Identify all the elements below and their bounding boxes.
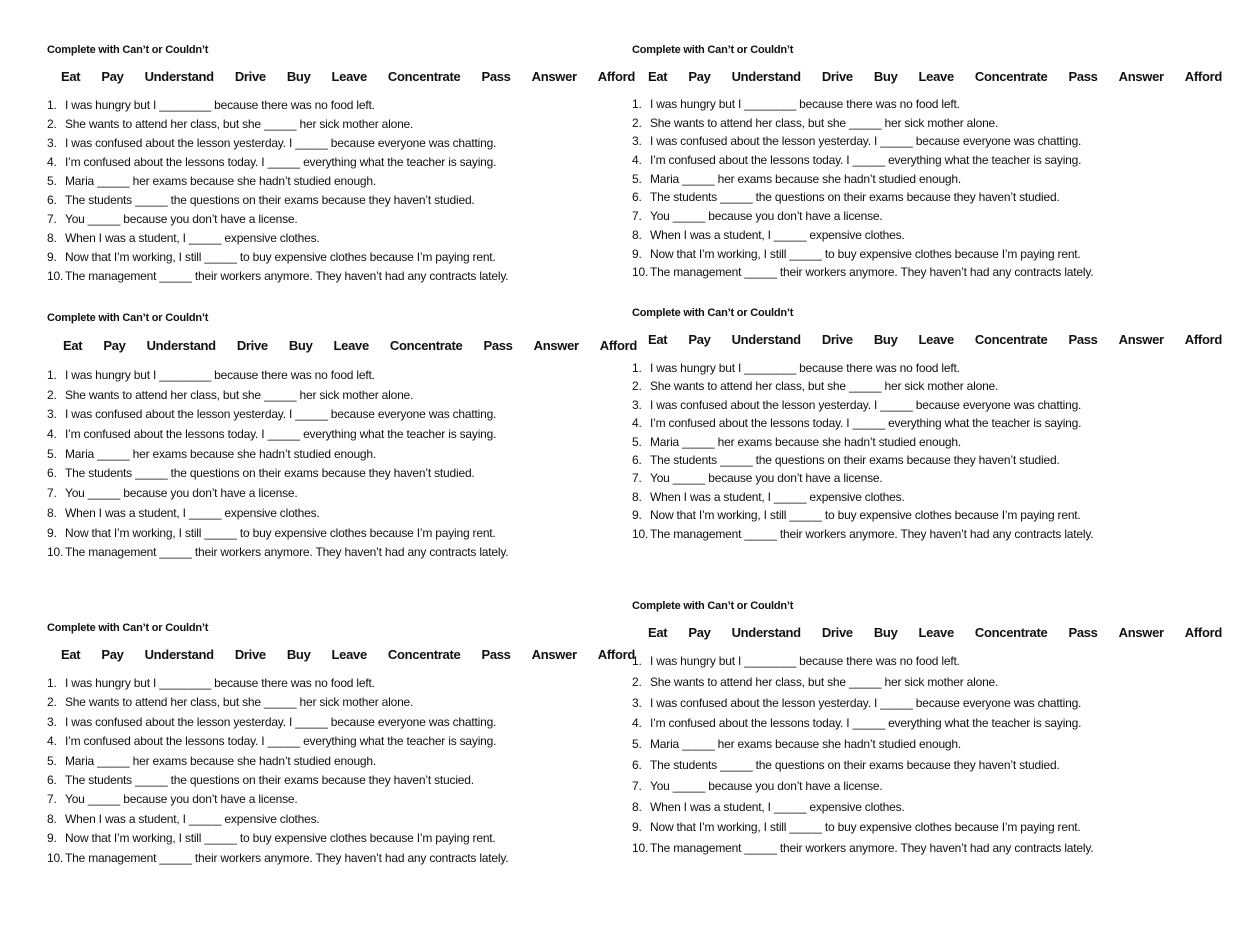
word-bank-word: Understand [146,338,216,353]
word-bank-word: Pass [1068,332,1098,347]
exercise-sentence: I was hungry but I ________ because there was no food left. [650,361,960,375]
word-bank-word: Pass [1068,625,1098,640]
exercise-number: 4. [47,427,57,442]
exercise-item [47,229,656,248]
worksheet-title: Complete with Can’t or Couldn’t [632,307,794,319]
worksheet-top-left [47,44,656,286]
exercise-number: 3. [632,397,642,412]
exercise-number: 6. [632,757,642,772]
word-bank-word: Buy [286,647,311,662]
word-bank-word: Answer [1118,625,1164,640]
exercise-number: 8. [632,489,642,504]
word-bank-word: Understand [144,69,214,84]
exercise-number: 8. [47,811,57,826]
exercise-number: 7. [632,778,642,793]
exercise-sentence: I was confused about the lesson yesterday. I _____ because everyone was chatting. [65,136,497,150]
exercise-item [47,405,658,425]
exercise-item [632,377,1243,395]
exercise-sentence: The management _____ their workers anymore. They haven’t had any contracts lately. [65,269,509,283]
exercise-sentence: Now that I’m working, I still _____ to buy expensive clothes because I’m paying rent. [65,250,496,264]
exercise-sentence: When I was a student, I _____ expensive clothes. [650,227,905,242]
exercise-item [632,245,1243,264]
worksheet-middle-left [47,312,658,563]
exercise-item [47,464,658,484]
exercise-number: 4. [632,153,642,168]
exercise-number: 9. [47,831,57,846]
worksheet-bottom-left [47,622,656,868]
word-bank-word: Understand [144,647,214,662]
exercise-number: 3. [47,714,57,729]
exercise-sentence: She wants to attend her class, but she _____ her sick mother alone. [650,674,999,689]
exercise-sentence: The management _____ their workers anymore. They haven’t had any contracts lately. [650,841,1094,856]
exercise-sentence: Now that I’m working, I still _____ to buy expensive clothes because I’m paying rent. [650,508,1081,523]
exercise-sentence: You _____ because you don’t have a license. [650,778,883,793]
exercise-sentence: The students _____ the questions on their exams because they haven’t studied. [65,466,475,481]
exercise-sentence: You _____ because you don’t have a license. [650,209,883,224]
word-bank-word: Leave [918,69,954,84]
exercise-number: 10. [632,526,649,541]
word-bank-word: Concentrate [974,332,1048,347]
exercise-sentence: The management _____ their workers anymore. They haven’t had any contracts lately. [65,545,509,560]
word-bank-word: Drive [821,69,853,84]
word-bank [63,338,658,353]
exercise-sentence: Maria _____ her exams because she hadn’t studied enough. [650,737,962,752]
exercise-sentence: Now that I’m working, I still _____ to buy expensive clothes because I’m paying rent. [65,831,496,846]
exercise-sentence: The management _____ their workers anymore. They haven’t had any contracts lately. [650,265,1094,280]
exercise-sentence: She wants to attend her class, but she _____ her sick mother alone. [65,117,414,131]
exercise-item [47,674,656,693]
exercise-item [47,543,658,563]
word-bank-word: Answer [1118,332,1164,347]
exercise-item [632,396,1243,414]
exercise-number: 3. [47,407,57,422]
word-bank-word: Eat [648,332,668,347]
word-bank-word: Drive [821,332,853,347]
exercise-sentence: The students _____ the questions on their exams because they haven’t stucied. [65,772,474,787]
word-bank-word: Drive [821,625,853,640]
exercise-sentence: You _____ because you don’t have a license. [65,792,298,807]
word-bank-word: Drive [234,69,266,84]
word-bank-word: Pay [688,69,711,84]
exercise-item [47,386,658,406]
worksheet-title: Complete with Can’t or Couldn’t [632,44,794,56]
word-bank-word: Leave [918,625,954,640]
exercise-item [47,96,656,115]
exercise-sentence: I’m confused about the lessons today. I _____ everything what the teacher is saying. [65,155,497,169]
exercise-number: 6. [47,466,57,481]
exercise-list [47,96,656,286]
exercise-sentence: Now that I’m working, I still _____ to buy expensive clothes because I’m paying rent. [650,820,1081,835]
exercise-item [632,525,1243,543]
word-bank-word: Pass [1068,69,1098,84]
exercise-number: 5. [47,753,57,768]
word-bank-word: Pay [101,647,124,662]
exercise-item [47,849,656,868]
exercise-number: 2. [47,117,57,131]
exercise-item [47,172,656,191]
exercise-item [632,693,1243,714]
exercise-sentence: Now that I’m working, I still _____ to buy expensive clothes because I’m paying rent. [650,246,1081,261]
exercise-number: 1. [632,361,642,375]
exercise-number: 9. [632,820,642,835]
exercise-sentence: She wants to attend her class, but she _____ her sick mother alone. [650,379,999,394]
exercise-sentence: I’m confused about the lessons today. I _____ everything what the teacher is saying. [65,734,497,749]
exercise-number: 4. [632,716,642,731]
exercise-sentence: Maria _____ her exams because she hadn’t studied enough. [650,434,962,449]
exercise-list [632,359,1243,543]
exercise-number: 6. [632,452,642,467]
word-bank-word: Eat [63,338,83,353]
exercise-item [632,776,1243,797]
exercise-sentence: I was hungry but I ________ because there was no food left. [650,654,960,668]
exercise-item [47,267,656,286]
exercise-number: 4. [632,416,642,431]
word-bank-word: Pass [481,647,511,662]
word-bank-word: Afford [1184,625,1222,640]
exercise-item [632,151,1243,170]
exercise-sentence: The students _____ the questions on their exams because they haven’t studied. [650,757,1060,772]
exercise-item [632,838,1243,859]
exercise-number: 2. [47,387,57,402]
exercise-sentence: The students _____ the questions on their exams because they haven’t studied. [650,190,1060,205]
exercise-sentence: The management _____ their workers anymore. They haven’t had any contracts lately. [650,526,1094,541]
exercise-number: 9. [47,250,57,264]
exercise-number: 1. [47,368,57,382]
word-bank-word: Pay [103,338,126,353]
word-bank [648,332,1243,347]
exercise-item [632,672,1243,693]
exercise-number: 9. [632,246,642,261]
exercise-item [632,114,1243,133]
exercise-item [47,790,656,809]
exercise-sentence: When I was a student, I _____ expensive clothes. [65,811,320,826]
exercise-number: 7. [47,486,57,501]
exercise-sentence: I was confused about the lesson yesterday. I _____ because everyone was chatting. [650,397,1082,412]
word-bank-word: Answer [531,647,577,662]
exercise-sentence: I’m confused about the lessons today. I _____ everything what the teacher is saying. [65,427,497,442]
word-bank-word: Pay [688,332,711,347]
exercise-item [47,732,656,751]
exercise-number: 3. [632,695,642,710]
exercise-item [632,226,1243,245]
exercise-item [47,153,656,172]
exercise-sentence: Maria _____ her exams because she hadn’t studied enough. [650,171,962,186]
worksheet-middle-right [632,307,1243,543]
exercise-sentence: You _____ because you don’t have a license. [65,212,298,226]
exercise-item [47,693,656,712]
word-bank-word: Afford [597,69,635,84]
exercise-number: 5. [47,446,57,461]
worksheet-title: Complete with Can’t or Couldn’t [47,622,209,634]
exercise-number: 5. [632,171,642,186]
exercise-number: 2. [632,115,642,130]
exercise-item [47,248,656,267]
exercise-sentence: I was hungry but I ________ because there was no food left. [65,368,375,382]
exercise-number: 9. [47,525,57,540]
word-bank-word: Leave [331,647,367,662]
word-bank-word: Buy [873,625,898,640]
exercise-number: 2. [632,674,642,689]
word-bank-word: Buy [288,338,313,353]
word-bank [648,625,1243,640]
exercise-item [632,488,1243,506]
word-bank-word: Understand [731,69,801,84]
worksheet-title: Complete with Can’t or Couldn’t [47,44,209,56]
exercise-list [632,651,1243,859]
exercise-number: 8. [47,231,57,245]
exercise-sentence: You _____ because you don’t have a license. [65,486,298,501]
exercise-sentence: I’m confused about the lessons today. I _____ everything what the teacher is saying. [650,716,1082,731]
exercise-item [632,433,1243,451]
exercise-item [47,771,656,790]
word-bank-word: Buy [286,69,311,84]
exercise-number: 1. [47,98,57,112]
word-bank-word: Concentrate [389,338,463,353]
exercise-number: 7. [632,209,642,224]
exercise-sentence: I was hungry but I ________ because there was no food left. [65,676,375,690]
word-bank-word: Answer [533,338,579,353]
exercise-sentence: When I was a student, I _____ expensive clothes. [650,799,905,814]
exercise-number: 7. [47,212,57,226]
exercise-item [632,451,1243,469]
word-bank-word: Understand [731,332,801,347]
worksheet-top-right [632,44,1243,282]
exercise-number: 1. [47,676,57,690]
word-bank-word: Understand [731,625,801,640]
exercise-sentence: When I was a student, I _____ expensive clothes. [65,231,320,245]
word-bank [61,647,656,662]
exercise-number: 6. [47,193,57,207]
word-bank-word: Drive [236,338,268,353]
worksheet-bottom-right [632,600,1243,859]
exercise-item [47,191,656,210]
exercise-number: 8. [632,227,642,242]
word-bank-word: Afford [1184,69,1222,84]
exercise-sentence: When I was a student, I _____ expensive clothes. [65,505,320,520]
exercise-number: 5. [47,174,57,188]
exercise-number: 5. [632,434,642,449]
exercise-number: 8. [47,505,57,520]
exercise-item [47,210,656,229]
exercise-sentence: I was confused about the lesson yesterday. I _____ because everyone was chatting. [65,714,497,729]
exercise-number: 4. [47,155,57,169]
exercise-item [632,170,1243,189]
word-bank-word: Buy [873,332,898,347]
exercise-sentence: I was confused about the lesson yesterday. I _____ because everyone was chatting. [650,695,1082,710]
exercise-sentence: The students _____ the questions on their exams because they haven’t studied. [65,193,475,207]
worksheet-title: Complete with Can’t or Couldn’t [47,312,209,324]
exercise-number: 10. [632,841,649,856]
exercise-sentence: I’m confused about the lessons today. I _____ everything what the teacher is saying. [650,416,1082,431]
word-bank-word: Concentrate [974,625,1048,640]
word-bank-word: Afford [599,338,637,353]
exercise-number: 2. [632,379,642,394]
exercise-item [47,752,656,771]
exercise-item [47,829,656,848]
word-bank-word: Pass [481,69,511,84]
exercise-sentence: Maria _____ her exams because she hadn’t studied enough. [65,446,377,461]
exercise-item [47,713,656,732]
exercise-item [632,359,1243,377]
exercise-item [632,734,1243,755]
exercise-item [47,810,656,829]
word-bank-word: Concentrate [387,69,461,84]
exercise-number: 7. [47,792,57,807]
exercise-item [632,414,1243,432]
word-bank-word: Eat [648,625,668,640]
exercise-sentence: The management _____ their workers anymore. They haven’t had any contracts lately. [65,850,509,865]
exercise-sentence: She wants to attend her class, but she _____ her sick mother alone. [650,115,999,130]
exercise-item [632,651,1243,672]
exercise-item [47,504,658,524]
exercise-list [632,95,1243,282]
exercise-sentence: When I was a student, I _____ expensive clothes. [650,489,905,504]
exercise-number: 2. [47,695,57,710]
exercise-item [47,484,658,504]
exercise-item [632,263,1243,282]
exercise-number: 3. [47,136,57,150]
exercise-sentence: She wants to attend her class, but she _____ her sick mother alone. [65,387,414,402]
exercise-item [47,425,658,445]
exercise-item [47,366,658,386]
exercise-item [632,755,1243,776]
word-bank-word: Concentrate [387,647,461,662]
word-bank-word: Afford [597,647,635,662]
exercise-number: 10. [632,265,649,280]
exercise-item [632,207,1243,226]
exercise-list [47,366,658,563]
exercise-number: 1. [632,654,642,668]
exercise-number: 3. [632,134,642,149]
word-bank-word: Pay [101,69,124,84]
word-bank-word: Eat [61,647,81,662]
exercise-sentence: The students _____ the questions on their exams because they haven’t studied. [650,452,1060,467]
word-bank [61,69,656,84]
exercise-sentence: I’m confused about the lessons today. I _____ everything what the teacher is saying. [650,153,1082,168]
exercise-item [632,506,1243,524]
exercise-item [47,115,656,134]
exercise-number: 6. [47,772,57,787]
exercise-item [47,524,658,544]
exercise-number: 9. [632,508,642,523]
exercise-list [47,674,656,868]
exercise-number: 7. [632,471,642,486]
exercise-number: 10. [47,269,64,283]
exercise-sentence: I was confused about the lesson yesterday. I _____ because everyone was chatting. [650,134,1082,149]
word-bank-word: Pay [688,625,711,640]
exercise-number: 5. [632,737,642,752]
word-bank-word: Leave [918,332,954,347]
exercise-item [47,134,656,153]
exercise-item [632,132,1243,151]
exercise-item [632,817,1243,838]
exercise-number: 4. [47,734,57,749]
word-bank-word: Eat [61,69,81,84]
exercise-item [47,445,658,465]
exercise-sentence: I was confused about the lesson yesterday. I _____ because everyone was chatting. [65,407,497,422]
word-bank-word: Drive [234,647,266,662]
exercise-sentence: Maria _____ her exams because she hadn’t studied enough. [65,753,377,768]
exercise-number: 10. [47,545,64,560]
word-bank-word: Pass [483,338,513,353]
exercise-number: 1. [632,97,642,111]
word-bank-word: Leave [331,69,367,84]
exercise-item [632,797,1243,818]
word-bank [648,69,1243,84]
word-bank-word: Leave [333,338,369,353]
exercise-item [632,713,1243,734]
word-bank-word: Eat [648,69,668,84]
exercise-number: 6. [632,190,642,205]
exercise-sentence: Maria _____ her exams because she hadn’t studied enough. [65,174,377,188]
exercise-item [632,95,1243,114]
exercise-sentence: She wants to attend her class, but she _____ her sick mother alone. [65,695,414,710]
word-bank-word: Answer [531,69,577,84]
exercise-item [632,469,1243,487]
exercise-item [632,188,1243,207]
exercise-sentence: I was hungry but I ________ because there was no food left. [650,97,960,111]
word-bank-word: Answer [1118,69,1164,84]
exercise-number: 8. [632,799,642,814]
word-bank-word: Concentrate [974,69,1048,84]
exercise-sentence: Now that I’m working, I still _____ to buy expensive clothes because I’m paying rent. [65,525,496,540]
worksheet-title: Complete with Can’t or Couldn’t [632,600,794,612]
word-bank-word: Afford [1184,332,1222,347]
exercise-sentence: I was hungry but I ________ because there was no food left. [65,98,375,112]
exercise-number: 10. [47,850,64,865]
word-bank-word: Buy [873,69,898,84]
exercise-sentence: You _____ because you don’t have a license. [650,471,883,486]
